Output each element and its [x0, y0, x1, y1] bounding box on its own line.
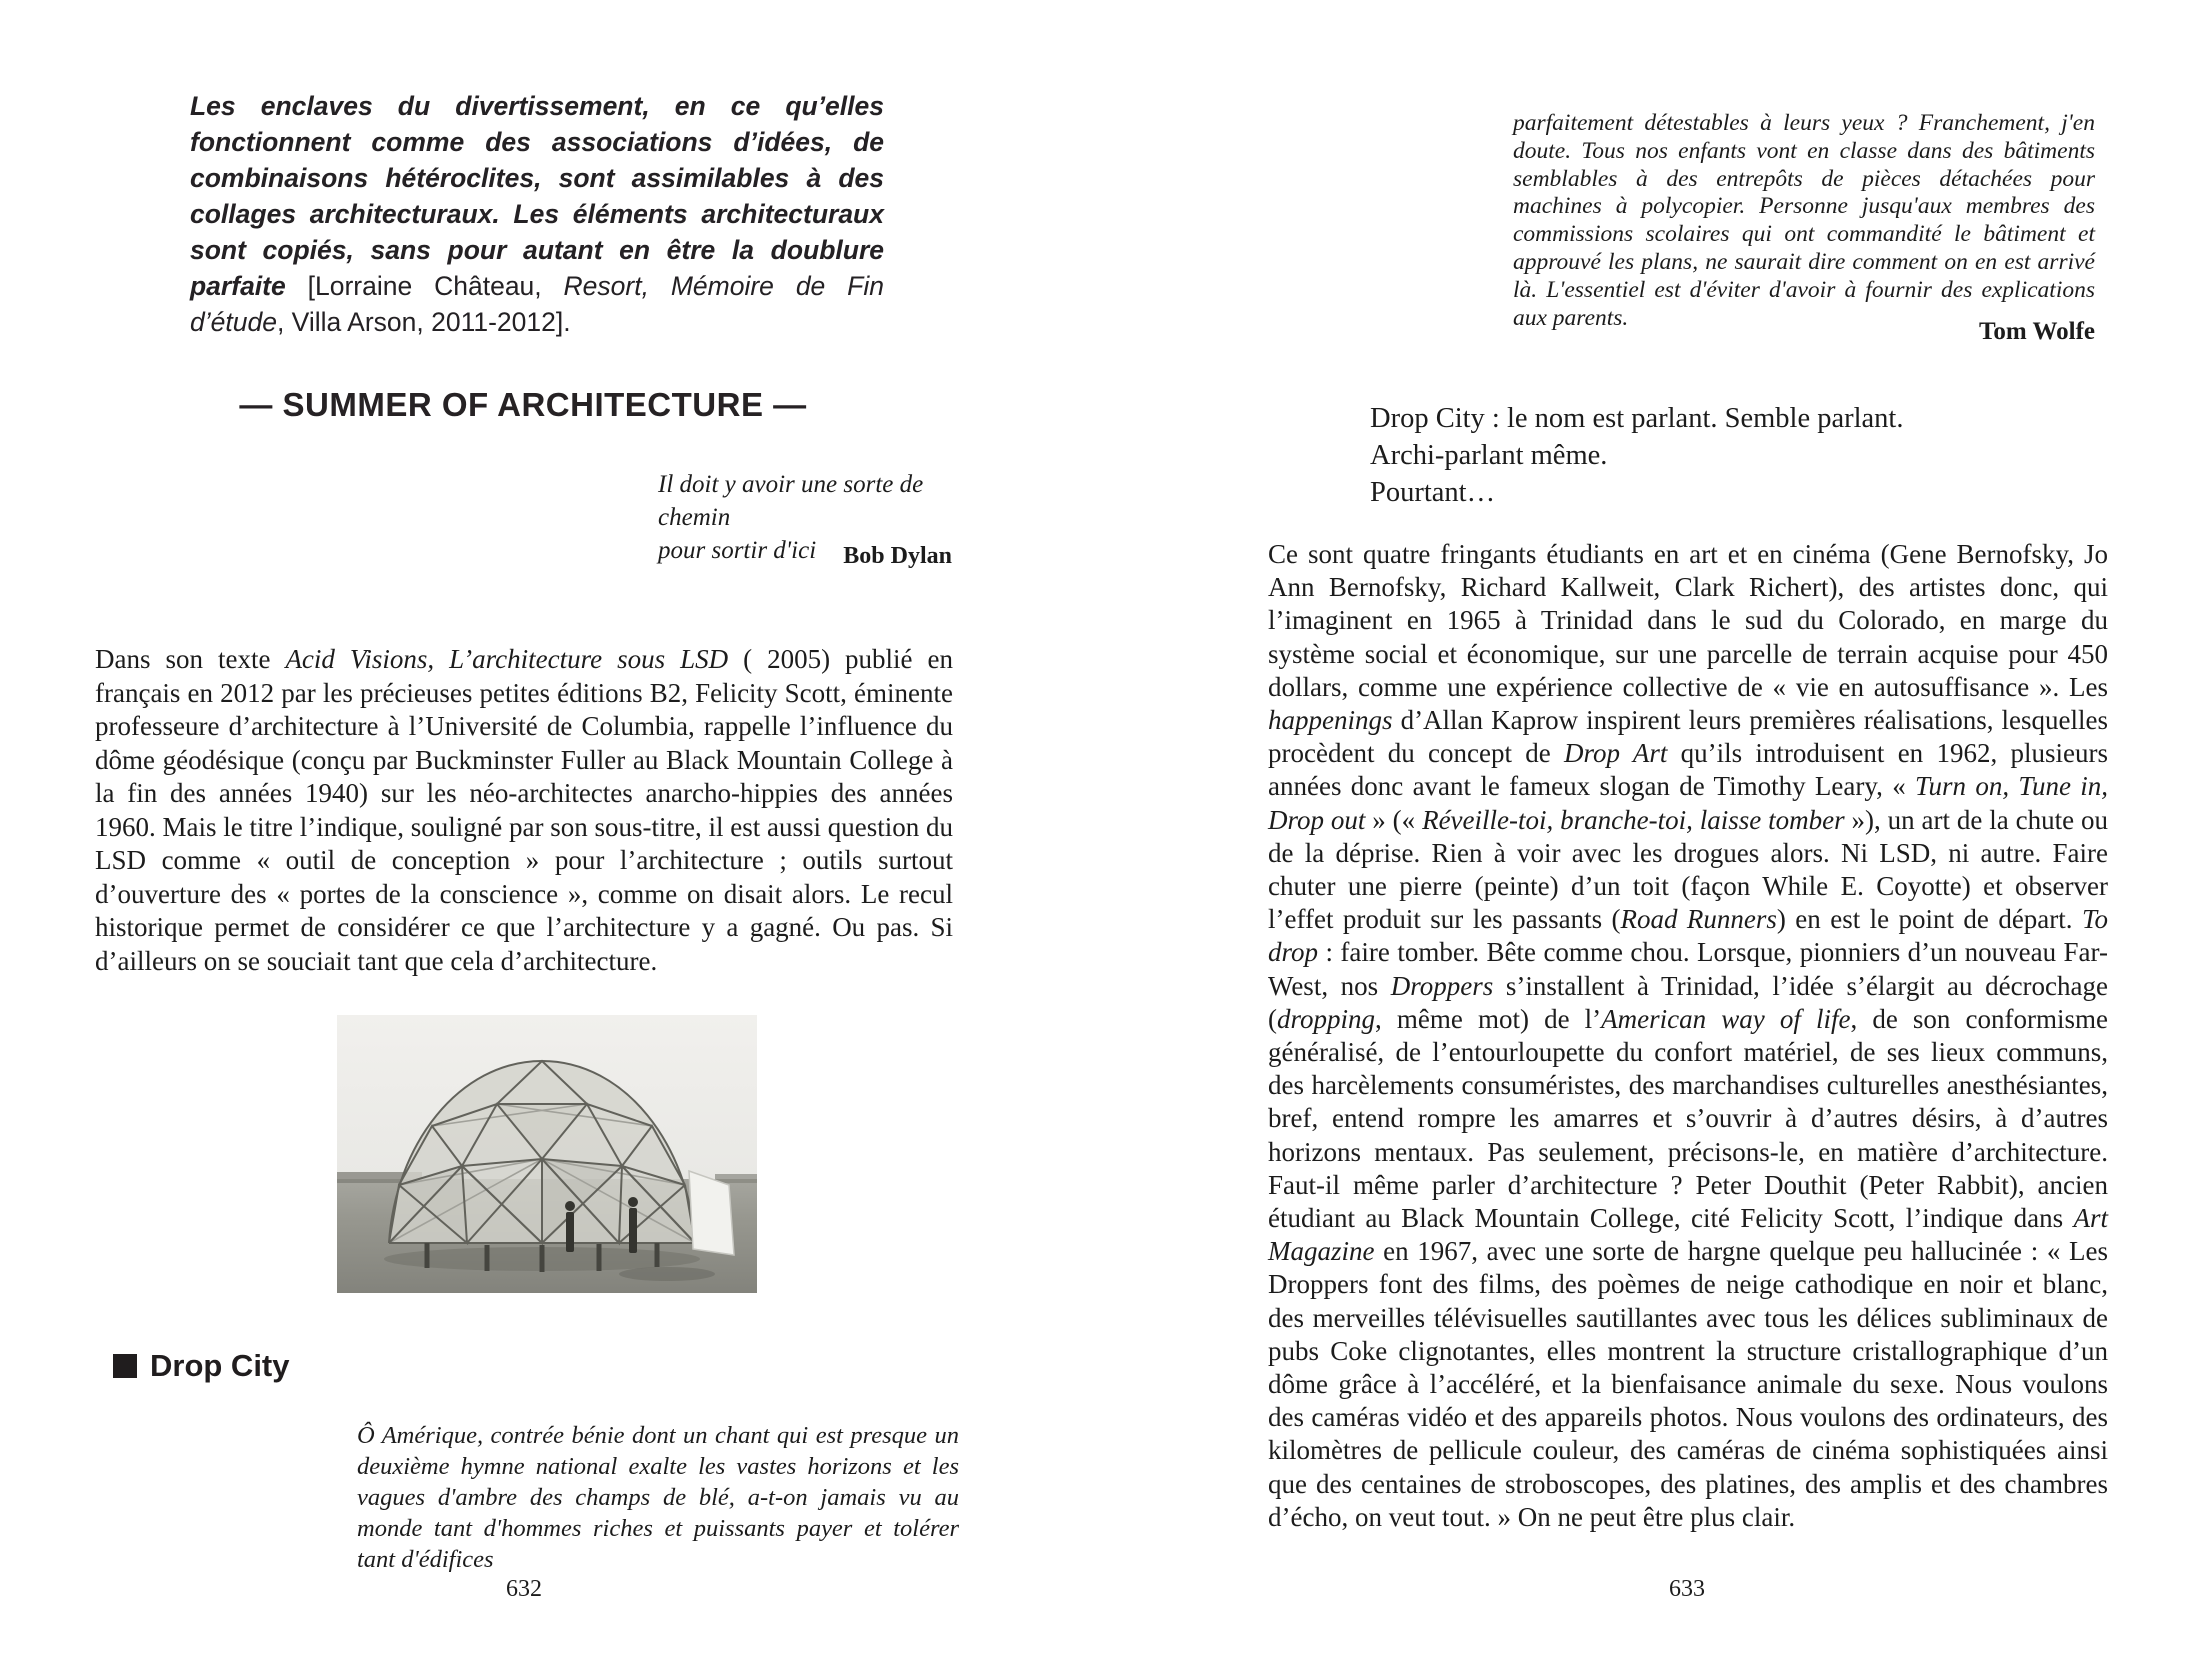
geodesic-dome-photo: [337, 1015, 757, 1293]
dylan-quote-line-2: pour sortir d'ici: [658, 537, 817, 564]
right-body-paragraph: Ce sont quatre fringants étudiants en art et en cinéma (Gene Bernofsky, Jo Ann Bernofsky, Richard Kallweit, Clark Richert), des artistes donc, qui l’imaginent en 1965 à Trinidad dans le sud du Colorado, en marge du système social et économique, sur une parcelle de terrain acquise pour 450 dollars, comme une expérience collective de « vie en autosuffisance ». Les happenings d’Allan Kaprow inspirent leurs premières réalisations, lesquelles procèdent du concept de Drop Art qu’ils introduisent en 1962, plusieurs années donc avant le fameux slogan de Timothy Leary, « Turn on, Tune in, Drop out » (« Réveille-toi, branche-toi, laisse tomber »), un art de la chute ou de la déprise. Rien à voir avec les drogues alors. Ni LSD, ni autre. Faire chuter une pierre (peinte) d’un toit (façon While E. Coyotte) et observer l’effet produit sur les passants (Road Runners) en est le point de départ. To drop : faire tomber. Bête comme chou. Lorsque, pionniers d’un nouveau Far-West, nos Droppers s’installent à Trinidad, l’idée s’élargit au décrochage (dropping, même mot) de l’American way of life, de son conformisme généralisé, de l’entourloupette du confort matériel, de ses lieux communs, des harcèlements consuméristes, des marchandises culturelles anesthésiantes, bref, entend rompre les amarres et s’ouvrir à d’autres désirs, à d’autres horizons mentaux. Pas seulement, précisons-le, en matière d’architecture. Faut-il même parler d’architecture ? Peter Douthit (Peter Rabbit), ancien étudiant au Black Mountain College, cité Felicity Scott, l’indique dans Art Magazine en 1967, avec une sorte de hargne quelque peu hallucinée : « Les Droppers font des films, des poèmes de neige cathodique en noir et blanc, des merveilles télévisuelles sautillantes avec tous les délices subliminaux de pubs Coke clignotantes, elles montrent la structure cristallographique d’un dôme grâce à l’accéléré, et la bienfaisance animale du sexe. Nous voulons des caméras vidéo et des appareils photos. Nous voulons des ordinateurs, des kilomètres de pellicule couleur, des caméras de cinéma sophistiquées ainsi que des centaines de stroboscopes, des platines, des amplis et des chambres d’écho, on veut tout. » On ne peut être plus clair.: [1268, 539, 2109, 1532]
dylan-attribution: Bob Dylan: [843, 543, 952, 569]
left-epigraph: Les enclaves du divertissement, en ce qu’elles fonctionnent comme des associations d’idées, de combinaisons hétéroclites, sont assimilables à des collages architecturaux. Les éléments architecturaux sont copiés, sans pour autant en être la doublure parfaite [Lorraine Château, Resort, Mémoire de Fin d’étude, Villa Arson, 2011-2012].: [190, 91, 884, 337]
drop-city-intro: [1370, 400, 2110, 511]
intro-line-2: Archi-parlant même.: [1370, 440, 1608, 471]
section-heading-drop-city: [113, 1348, 613, 1384]
geodesic-dome-illustration: [337, 1015, 757, 1293]
section-title: Drop City: [150, 1348, 290, 1383]
page-number-right: 633: [1669, 1576, 1705, 1602]
intro-line-3: Pourtant…: [1370, 477, 1496, 508]
right-epigraph-attribution: Tom Wolfe: [1979, 318, 2095, 345]
square-bullet-icon: [113, 1354, 137, 1378]
drop-city-epigraph: Ô Amérique, contrée bénie dont un chant qui est presque un deuxième hymne national exalte les vastes horizons et les vagues d'ambre des champs de blé, a-t-on jamais vu au monde tant d'hommes riches et puissants payer et tolérer tant d'édifices: [357, 1422, 959, 1573]
white-panel: [689, 1171, 734, 1255]
right-epigraph: parfaitement détestables à leurs yeux ? Franchement, j'en doute. Tous nos enfants vont en classe dans des bâtiments semblables à des entrepôts de pièces détachées pour machines à polycopier. Personne jusqu'aux membres des commissions scolaires qui ont commandité le bâtiment et approuvé les plans, ne saurait dire comment on en est arrivé là. L'essentiel est d'éviter d'avoir à fournir des explications aux parents.: [1513, 110, 2095, 331]
left-body-paragraph: Dans son texte Acid Visions, L’architecture sous LSD ( 2005) publié en français en 2012 par les précieuses petites éditions B2, Felicity Scott, éminente professeure d’architecture à l’Université de Columbia, rappelle l’influence du dôme géodésique (conçu par Buckminster Fuller au Black Mountain College à la fin des années 1940) sur les néo-architectes anarcho-hippies des années 1960. Mais le titre l’indique, souligné par son sous-titre, il est aussi question du LSD comme « outil de conception » pour l’architecture ; outils surtout d’ouverture des « portes de la conscience », comme on disait alors. Le recul historique permet de considérer ce que l’architecture y a gagné. Ou pas. Si d’ailleurs on se souciait tant que cela d’architecture.: [95, 644, 954, 976]
page-number-left: 632: [506, 1576, 542, 1602]
chapter-heading: — SUMMER OF ARCHITECTURE —: [239, 386, 807, 423]
dylan-quote-line-1: Il doit y avoir une sorte de chemin: [658, 471, 924, 531]
intro-line-1: Drop City : le nom est parlant. Semble parlant.: [1370, 403, 1904, 434]
